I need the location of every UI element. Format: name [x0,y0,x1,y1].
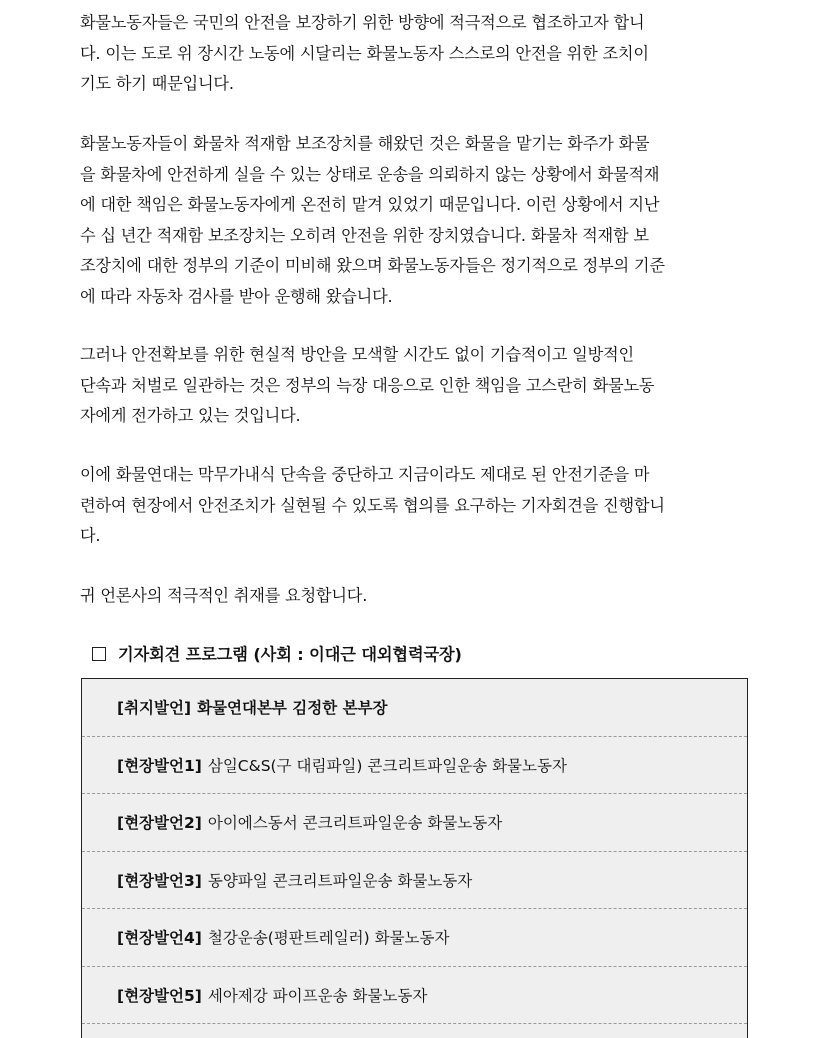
paragraph-line: 에 따라 자동차 검사를 받아 운행해 왔습니다. [80,286,393,306]
row-desc: 세아제강 파이프운송 화물노동자 [207,986,428,1005]
row-tag: [현장발언4] [117,929,202,948]
table-row [82,852,747,910]
program-table [81,678,748,1038]
table-row [82,967,747,1025]
row-desc: 화물연대본부 김정한 본부장 [197,699,388,718]
paragraph-5 [80,581,756,612]
paragraph-line: 다. [80,526,101,545]
checkbox-icon [92,647,106,661]
program-heading [92,641,462,665]
paragraph-line: 귀 언론사의 적극적인 취재를 요청합니다. [80,586,368,605]
paragraph-line: 화물노동자들은 국민의 안전을 보장하기 위한 방향에 적극적으로 협조하고자 합니 [80,13,645,32]
paragraph-2 [80,129,756,312]
paragraph-line: 그러나 안전확보를 위한 현실적 방안을 모색할 시간도 없이 기습적이고 일방적인 [80,345,634,364]
table-row [82,737,747,795]
paragraph-line: 이에 화물연대는 막무가내식 단속을 중단하고 지금이라도 제대로 된 안전기준을 마 [80,465,650,484]
paragraph-line: 수 십 년간 적재함 보조장치는 오히려 안전을 위한 장치였습니다. 화물차 적재함 보 [80,225,649,245]
row-desc: 삼일C&S(구 대림파일) 콘크리트파일운송 화물노동자 [207,756,567,775]
table-row [82,794,747,852]
row-tag: [현장발언3] [117,871,202,890]
paragraph-line: 에 대한 책임은 화물노동자에게 온전히 맡겨 있었기 때문입니다. 이런 상황에서 지난 [80,195,660,214]
paragraph-line: 조장치에 대한 정부의 기준이 미비해 왔으며 화물노동자들은 정기적으로 정부의 기준 [80,256,665,275]
row-tag: [현장발언1] [117,756,202,775]
paragraph-line: 자에게 전가하고 있는 것입니다. [80,406,301,425]
paragraph-3 [80,340,756,432]
paragraph-line: 화물노동자들이 화물차 적재함 보조장치를 해왔던 것은 화물을 맡기는 화주가 화물 [80,134,650,153]
paragraph-1 [80,8,756,100]
program-title: 기자회견 프로그램 (사회 : 이대근 대외협력국장) [118,645,462,664]
row-tag: [현장발언2] [117,814,202,833]
paragraph-line: 기도 하기 때문입니다. [80,74,234,93]
row-tag: [현장발언5] [117,986,202,1005]
row-tag: [취지발언] [117,699,192,718]
table-row [82,909,747,967]
paragraph-4 [80,460,756,552]
table-row [82,679,747,737]
row-desc: 철강운송(평판트레일러) 화물노동자 [207,929,450,948]
paragraph-line: 다. 이는 도로 위 장시간 노동에 시달리는 화물노동자 스스로의 안전을 위한 조치이 [80,43,649,63]
paragraph-line: 련하여 현장에서 안전조치가 실현될 수 있도록 협의를 요구하는 기자회견을 진행합니 [80,495,665,515]
paragraph-line: 을 화물차에 안전하게 실을 수 있는 상태로 운송을 의뢰하지 않는 상황에서 화물적재 [80,164,660,184]
paragraph-line: 단속과 처벌로 일관하는 것은 정부의 늑장 대응으로 인한 책임을 고스란히 화물노동 [80,375,655,395]
row-desc: 아이에스동서 콘크리트파일운송 화물노동자 [207,814,503,833]
row-desc: 동양파일 콘크리트파일운송 화물노동자 [207,871,473,890]
